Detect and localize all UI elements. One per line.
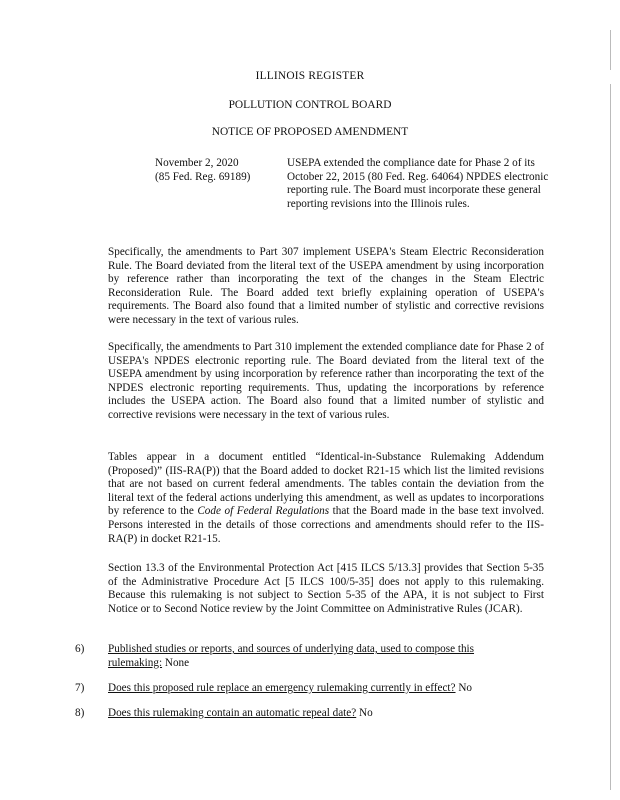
tables-text-a: Tables appear in a document entitled “Identical-in-Substance Rulemaking Addendum (Proposed)” (IIS-RA(P)) that the Board added to docket R21-15 which list the limited revisions that are not based on current federal amendments. The tables contain the deviation from the literal text of the federal actions underlying this amendment, as well as updates to incorporations by reference to the	[108, 451, 544, 518]
item-answer: No	[356, 707, 373, 719]
item-text	[108, 682, 518, 696]
cfr-title: Code of Federal Regulations	[197, 505, 330, 518]
item-text	[108, 707, 518, 721]
item-answer: None	[162, 656, 190, 669]
paragraph-tables	[108, 451, 544, 546]
item-question: Does this proposed rule replace an emergency rulemaking currently in effect?	[108, 682, 456, 694]
item-question: Published studies or reports, and sources of underlying data, used to compose this rulemaking:	[108, 643, 475, 669]
page-edge-mark	[610, 30, 611, 790]
entry-description: USEPA extended the compliance date for Phase 2 of its October 22, 2015 (80 Fed. Reg. 64064) NPDES electronic reporting rule. The Board must incorporate these general reporting revisions into the Illinois rules.	[287, 157, 549, 210]
item-text	[108, 643, 518, 670]
entry-citation: (85 Fed. Reg. 69189)	[155, 170, 251, 183]
paragraph-section-13-3: Section 13.3 of the Environmental Protection Act [415 ILCS 5/13.3] provides that Section 5-35 of the Administrative Procedure Act [5 ILCS 100/5-35] does not apply to this rulemaking. Because this rulemaking is not subject to Section 5-35 of the APA, it is not subject to First Notice or to Second Notice review by the Joint Committee on Administrative Rules (JCAR).	[108, 562, 544, 615]
item-number: 8)	[75, 707, 85, 719]
board-title: POLLUTION CONTROL BOARD	[228, 99, 392, 111]
notice-title: NOTICE OF PROPOSED AMENDMENT	[211, 126, 409, 138]
item-number: 6)	[75, 643, 85, 655]
paragraph-part-310: Specifically, the amendments to Part 310 implement the extended compliance date for Phase 2 of USEPA's NPDES electronic reporting rule. The Board deviated from the literal text of the USEPA amendment by using incorporation by reference rather than incorporating the text of the NPDES electronic reporting requirements. Thus, updating the incorporations by reference includes the USEPA action. The Board also found that a limited number of stylistic and corrective revisions were necessary in the text of various rules.	[108, 341, 544, 421]
paragraph-part-307: Specifically, the amendments to Part 307 implement USEPA's Steam Electric Reconsideration Rule. The Board deviated from the literal text of the USEPA amendment by using incorporation by reference rather than incorporating the text of the changes in the Steam Electric Reconsideration Rule. The Board added text briefly explaining operation of USEPA's requirements. The Board also found that a limited number of stylistic and corrective revisions were necessary in the text of various rules.	[108, 246, 544, 326]
entry-date: November 2, 2020	[155, 157, 239, 169]
register-title: ILLINOIS REGISTER	[0, 70, 620, 84]
item-answer: No	[455, 682, 472, 694]
entry-date-block	[155, 157, 275, 184]
tables-text-b: that the Board made in the base text involved. Persons interested in the details of those corrections and amendments should refer to the IIS-RA(P) in docket R21-15.	[108, 505, 545, 545]
item-question: Does this rulemaking contain an automatic repeal date?	[108, 707, 357, 719]
item-number: 7)	[75, 682, 85, 694]
